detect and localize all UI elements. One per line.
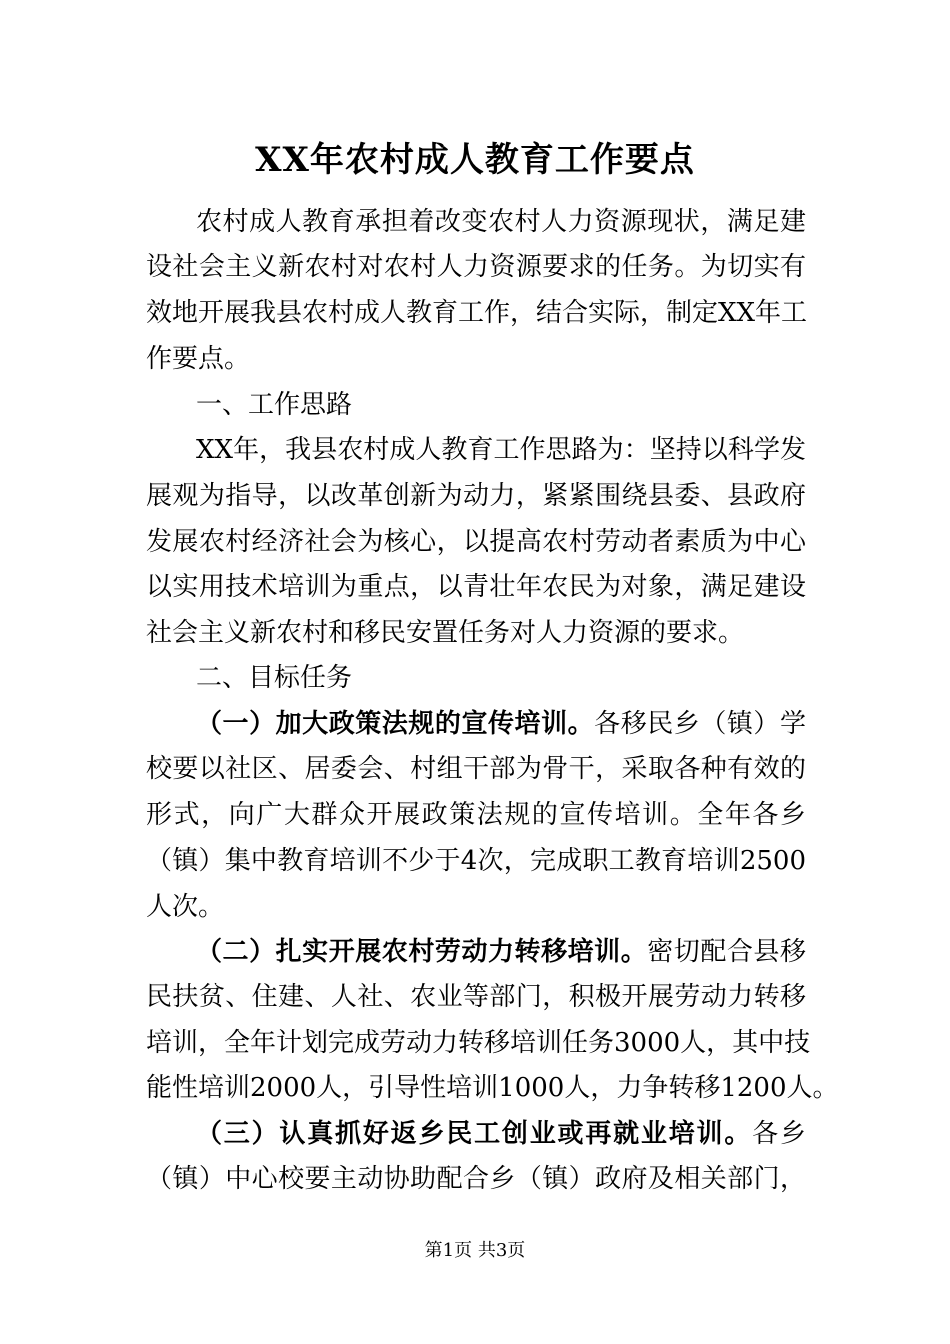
item3-line-2: （镇）中心校要主动协助配合乡（镇）政府及相关部门， bbox=[146, 1164, 806, 1194]
item1-heading: （一）加大政策法规的宣传培训。 bbox=[196, 709, 595, 739]
section2-heading: 二、目标任务 bbox=[196, 663, 353, 693]
item1-first-line-rest: 各移民乡（镇）学 bbox=[594, 709, 806, 739]
section1-line-1: XX年，我县农村成人教育工作思路为：坚持以科学发 bbox=[196, 435, 806, 465]
item3-first-line-rest: 各乡 bbox=[752, 1119, 806, 1149]
section1-line-3: 发展农村经济社会为核心，以提高农村劳动者素质为中心 bbox=[146, 527, 806, 557]
item1-line-5: 人次。 bbox=[146, 892, 225, 922]
intro-line-1: 农村成人教育承担着改变农村人力资源现状，满足建 bbox=[196, 207, 806, 237]
item2-line-3: 培训，全年计划完成劳动力转移培训任务3000人，其中技 bbox=[146, 1028, 811, 1058]
item2-line-4: 能性培训2000人，引导性培训1000人，力争转移1200人。 bbox=[146, 1073, 839, 1103]
section1-line-2: 展观为指导，以改革创新为动力，紧紧围绕县委、县政府 bbox=[146, 481, 806, 511]
item1-line-4: （镇）集中教育培训不少于4次，完成职工教育培训2500 bbox=[146, 846, 806, 876]
intro-line-2: 设社会主义新农村对农村人力资源要求的任务。为切实有 bbox=[146, 252, 806, 282]
section1-line-5: 社会主义新农村和移民安置任务对人力资源的要求。 bbox=[146, 618, 745, 648]
document-title: XX年农村成人教育工作要点 bbox=[255, 140, 695, 180]
item3-line-1 bbox=[196, 1117, 806, 1151]
intro-line-3: 效地开展我县农村成人教育工作，结合实际，制定XX年工 bbox=[146, 298, 808, 328]
item2-first-line-rest: 密切配合县移 bbox=[647, 937, 806, 967]
item2-line-1 bbox=[196, 935, 806, 969]
page-number-footer: 第1页 共3页 bbox=[424, 1240, 526, 1261]
item1-line-2: 校要以社区、居委会、村组干部为骨干，采取各种有效的 bbox=[146, 754, 806, 784]
item2-heading: （二）扎实开展农村劳动力转移培训。 bbox=[196, 937, 648, 967]
item1-line-3: 形式，向广大群众开展政策法规的宣传培训。全年各乡 bbox=[146, 800, 806, 830]
section1-line-4: 以实用技术培训为重点，以青壮年农民为对象，满足建设 bbox=[146, 572, 806, 602]
item1-line-1 bbox=[196, 707, 806, 741]
item2-line-2: 民扶贫、住建、人社、农业等部门，积极开展劳动力转移 bbox=[146, 982, 806, 1012]
section1-heading: 一、工作思路 bbox=[196, 390, 353, 420]
intro-line-4: 作要点。 bbox=[146, 344, 251, 374]
item3-heading: （三）认真抓好返乡民工创业或再就业培训。 bbox=[196, 1119, 753, 1149]
